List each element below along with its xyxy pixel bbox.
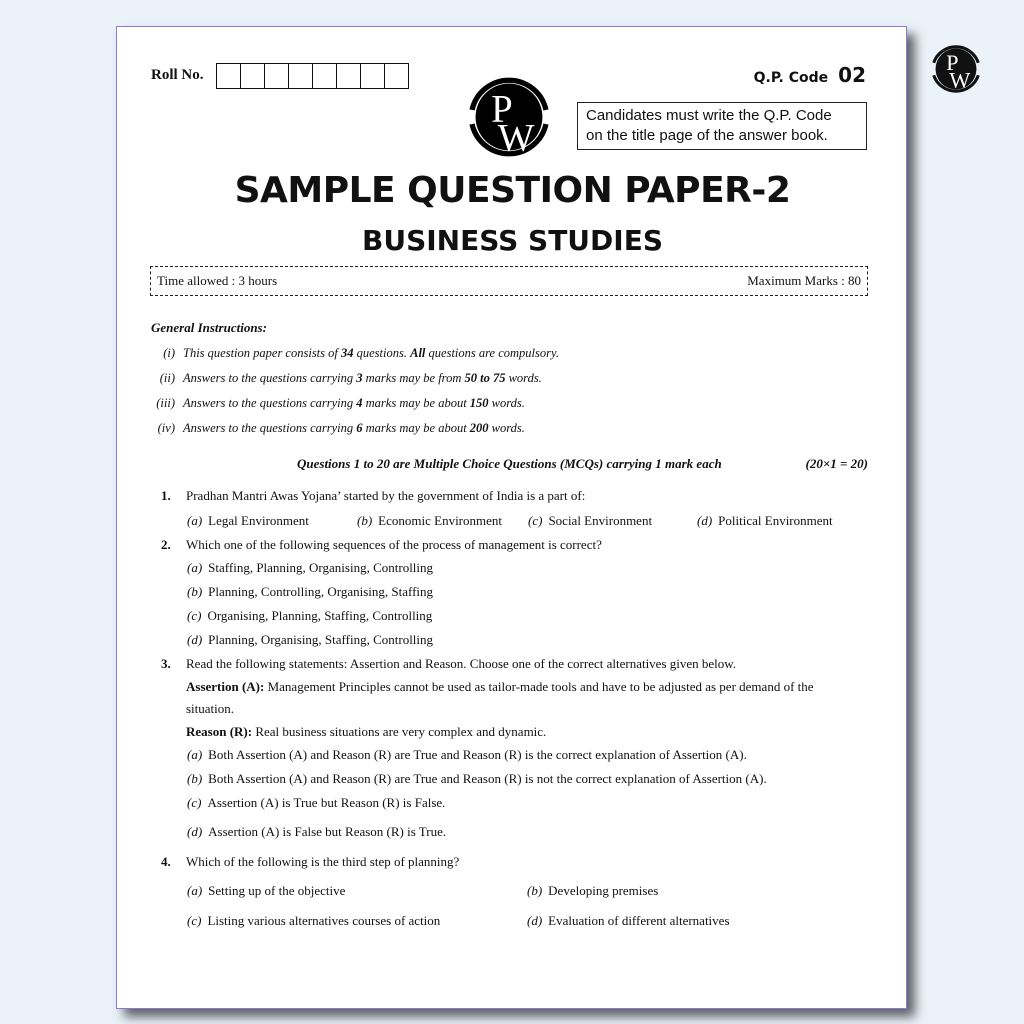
instruction-item: (iv) Answers to the questions carrying 6 marks may be about 200 words. [157,421,525,435]
qp-code [754,63,866,87]
option-4c[interactable]: (c) Listing various alternatives courses of action [187,913,441,928]
time-allowed: Time allowed : 3 hours [157,273,278,288]
option-3b[interactable]: (b) Both Assertion (A) and Reason (R) are True and Reason (R) is not the correct explanation of Assertion (A). [187,771,767,786]
pw-logo-icon [465,73,553,161]
reason-statement: Reason (R): Real business situations are very complex and dynamic. [186,724,547,739]
roll-number-box[interactable] [289,64,313,88]
general-instructions-list [151,341,559,441]
instruction-item: (i) This question paper consists of 34 questions. All questions are compulsory. [163,346,559,360]
svg-text:W: W [497,116,535,160]
option-1a[interactable]: (a) Legal Environment [187,513,309,528]
option-2c[interactable]: (c) Organising, Planning, Staffing, Controlling [187,608,433,623]
roll-number-box[interactable] [337,64,361,88]
option-1b[interactable]: (b) Economic Environment [357,513,503,528]
notice-line-1: Candidates must write the Q.P. Code [586,107,832,124]
option-4d[interactable]: (d) Evaluation of different alternatives [527,913,730,928]
subject-title: BUSINESS STUDIES [362,224,663,257]
mcq-section-heading: Questions 1 to 20 are Multiple Choice Questions (MCQs) carrying 1 mark each (20×1 = 20) [297,456,868,471]
svg-text:P: P [946,50,959,76]
option-4b[interactable]: (b) Developing premises [527,883,659,898]
roll-number-box[interactable] [385,64,408,88]
roll-number-box[interactable] [241,64,265,88]
qp-code-label: Q.P. Code [753,70,829,86]
pw-brand-logo-icon [925,38,987,100]
option-3d[interactable]: (d) Assertion (A) is False but Reason (R) is True. [187,824,447,839]
roll-number-boxes [216,63,409,89]
option-1c[interactable]: (c) Social Environment [528,513,653,528]
option-3a[interactable]: (a) Both Assertion (A) and Reason (R) are True and Reason (R) is the correct explanation of Assertion (A). [187,747,747,762]
svg-text:P: P [491,87,513,131]
maximum-marks: Maximum Marks : 80 [747,273,861,288]
option-4a[interactable]: (a) Setting up of the objective [187,883,346,898]
instruction-item: (iii) Answers to the questions carrying 4 marks may be about 150 words. [156,396,525,410]
option-2a[interactable]: (a) Staffing, Planning, Organising, Controlling [187,560,434,575]
qp-code-value: 02 [838,63,866,87]
paper-title: SAMPLE QUESTION PAPER-2 [234,170,791,211]
qp-code-notice [577,102,867,150]
question-paper-page: Roll No. P W Q.P. Code 02 Candidates must write the Q.P. Code on the title page of the answer book. SAMPLE QUESTION PAPER-2 BUSINESS STUDIES Time allowed : 3 hours Maximum Marks : 80 General Instructions: (i) This question paper consists of 34 questions. All questions are compulsory. (ii) Answers to the questions carrying 3 marks may be from 50 to 75 words. (iii) Answers to the questions carrying 4 marks may be about 150 words. (iv) Answers to the questions carrying 6 marks may be about 200 words. Questions 1 to 20 are Multiple Choice Questions (MCQs) carrying 1 mark each (20×1 = 20) 1. Pradhan Mantri Awas Yojana’ started by the government of India is a part of: (a) Legal Environment (b) Economic Environment (c) Social Environment (d) Political Environment 2. Which one of the following sequences of the process of management is correct? (a) Staffing, Planning, Organising, Controlling (b) Planning, Controlling, Organising, Staffing (c) Organising, Planning, Staffing, Controlling (d) Planning, Organising, Staffing, Controlling 3. Read the following statements: Assertion and Reason. Choose one of the correct alternatives given below. Assertion (A): Management Principles cannot be used as tailor-made tools and have to be adjusted as per demand of the situation. Reason (R): Real business situations are very complex and dynamic. (a) Both Assertion (A) and Reason (R) are True and Reason (R) is the correct explanation of Assertion (A). (b) Both Assertion (A) and Reason (R) are True and Reason (R) is not the correct explanation of Assertion (A). (c) Assertion (A) is True but Reason (R) is False. (d) Assertion (A) is False but Reason (R) is True. 4. Which of the following is the third step of planning? (a) Setting up of the objective (b) Developing premises (c) Listing various alternatives courses of action (d) Evaluation of different alternatives [116,26,907,1009]
svg-text:W: W [949,67,971,93]
assertion-continued: situation. [186,701,235,716]
notice-line-2: on the title page of the answer book. [586,127,828,144]
roll-number-box[interactable] [313,64,337,88]
roll-number-box[interactable] [361,64,385,88]
general-instructions-title: General Instructions: [151,320,267,335]
roll-number-label: Roll No. [151,67,204,83]
option-3c[interactable]: (c) Assertion (A) is True but Reason (R) is False. [187,795,446,810]
roll-number-box[interactable] [217,64,241,88]
section-marks: (20×1 = 20) [805,456,868,471]
time-marks-box [150,266,868,296]
assertion-statement: Assertion (A): Management Principles cannot be used as tailor-made tools and have to be adjusted as per demand of the [186,679,814,694]
instruction-item: (ii) Answers to the questions carrying 3 marks may be from 50 to 75 words. [159,371,542,385]
option-2d[interactable]: (d) Planning, Organising, Staffing, Controlling [187,632,434,647]
roll-number-box[interactable] [265,64,289,88]
option-2b[interactable]: (b) Planning, Controlling, Organising, Staffing [187,584,434,599]
option-1d[interactable]: (d) Political Environment [697,513,833,528]
